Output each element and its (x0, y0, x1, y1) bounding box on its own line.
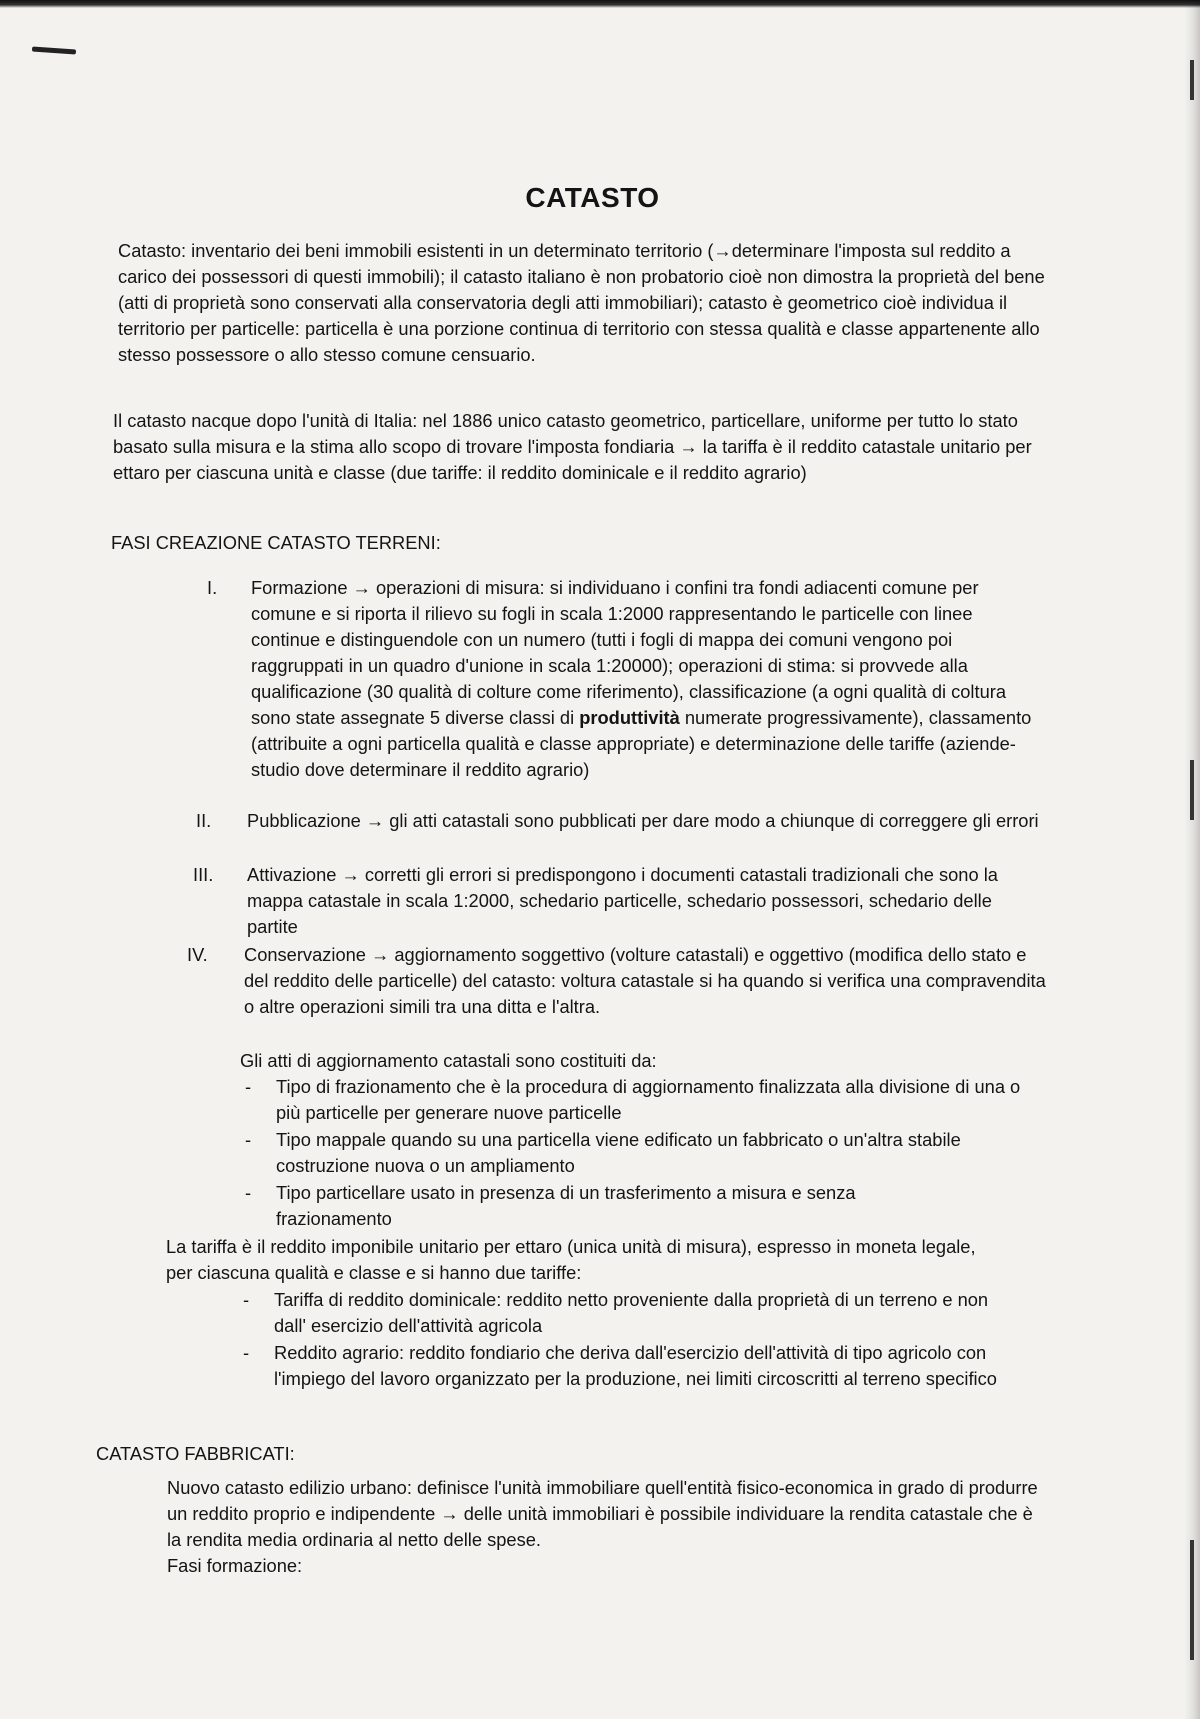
scan-pen-mark (32, 46, 76, 54)
phase-number: IV. (187, 944, 208, 965)
bullet-dash: - (245, 1182, 252, 1203)
phase-text: Formazione → operazioni di misura: si individuano i confini tra fondi adiacenti comune per comune e si riporta il rilievo su fogli in scala 1:2000 rappresentando le particelle con linee continue e distinguendole con un numero (tutti i fogli di mappa dei comuni vengono poi raggruppati in un quadro d'unione in scala 1:20000); operazioni di stima: si provvede alla qualificazione (30 qualità di colture come riferimento), classificazione (a ogni qualità di coltura sono state assegnate 5 diverse classi di (251, 577, 1006, 728)
phase-conservazione: Conservazione → aggiornamento soggettivo (volture catastali) e oggettivo (modifica dello stato e del reddito delle particelle) del catasto: voltura catastale si ha quando si verifica una compravendita o altre operazioni simili tra una ditta e l'altra. (244, 944, 1046, 1017)
list-item: Tariffa di reddito dominicale: reddito netto proveniente dalla proprietà di un terreno e non dall' esercizio dell'attività agricola (274, 1289, 989, 1336)
bullet-dash: - (243, 1342, 250, 1363)
phase-number: I. (207, 577, 218, 598)
bullet-dash: - (245, 1129, 252, 1150)
phase-formazione (251, 575, 1046, 783)
bullet-dash: - (245, 1076, 252, 1097)
list-item: Tipo di frazionamento che è la procedura di aggiornamento finalizzata alla divisione di una o più particelle per generare nuove particelle (276, 1076, 1021, 1123)
tariffa-paragraph: La tariffa è il reddito imponibile unitario per ettaro (unica unità di misura), espresso in moneta legale, per ciascuna qualità e classe e si hanno due tariffe: (166, 1236, 976, 1283)
aggiornamento-intro: Gli atti di aggiornamento catastali sono costituiti da: (240, 1050, 657, 1071)
intro-paragraph: Catasto: inventario dei beni immobili esistenti in un determinato territorio (→determinare l'imposta sul reddito a carico dei possessori di questi immobili); il catasto italiano è non probatorio cioè non dimostra la proprietà del bene (atti di proprietà sono conservati alla conservatoria degli atti immobiliari); catasto è geometrico cioè individua il territorio per particelle: particella è una porzione continua di territorio con stessa qualità e classe appartenente allo stesso possessore o allo stesso comune censuario. (118, 240, 1045, 365)
phase-number: III. (193, 864, 214, 885)
phase-text: numerate progressivamente), classamento (attribuite a ogni particella qualità e classe appropriate) e determinazione delle tariffe (aziende-studio dove determinare il reddito agrario) (251, 707, 1032, 780)
fabbricati-paragraph: Nuovo catasto edilizio urbano: definisce l'unità immobiliare quell'entità fisico-economica in grado di produrre un reddito proprio e indipendente → delle unità immobiliari è possibile individuare la rendita catastale che è la rendita media ordinaria al netto delle spese. (167, 1477, 1038, 1550)
fabbricati-heading: CATASTO FABBRICATI: (96, 1443, 295, 1464)
history-paragraph: Il catasto nacque dopo l'unità di Italia: nel 1886 unico catasto geometrico, particellare, uniforme per tutto lo stato basato sulla misura e la stima allo scopo di trovare l'imposta fondiaria → la tariffa è il reddito catastale unitario per ettaro per ciascuna unità e classe (due tariffe: il reddito dominicale e il reddito agrario) (113, 410, 1032, 483)
terreni-heading: FASI CREAZIONE CATASTO TERRENI: (111, 532, 441, 553)
list-item: Tipo particellare usato in presenza di un trasferimento a misura e senza frazionamento (276, 1182, 856, 1229)
phase-bold-text: produttività (579, 707, 680, 728)
list-item: Tipo mappale quando su una particella viene edificato un fabbricato o un'altra stabile costruzione nuova o un ampliamento (276, 1129, 961, 1176)
bullet-dash: - (243, 1289, 250, 1310)
scan-right-mark (1190, 1540, 1194, 1660)
page-title: CATASTO (525, 182, 660, 213)
list-item: Reddito agrario: reddito fondiario che deriva dall'esercizio dell'attività di tipo agricolo con l'impiego del lavoro organizzato per la produzione, nei limiti circoscritti al terreno specifico (274, 1342, 997, 1389)
scan-right-mark (1190, 60, 1194, 100)
phase-number: II. (196, 810, 212, 831)
scan-right-edge (1184, 0, 1200, 1719)
fasi-formazione: Fasi formazione: (167, 1555, 303, 1576)
phase-attivazione: Attivazione → corretti gli errori si predispongono i documenti catastali tradizionali che sono la mappa catastale in scala 1:2000, schedario particelle, schedario possessori, schedario delle partite (247, 864, 998, 937)
scan-top-edge (0, 0, 1200, 8)
scan-right-mark (1190, 760, 1194, 820)
phase-pubblicazione: Pubblicazione → gli atti catastali sono pubblicati per dare modo a chiunque di correggere gli errori (247, 810, 1039, 831)
